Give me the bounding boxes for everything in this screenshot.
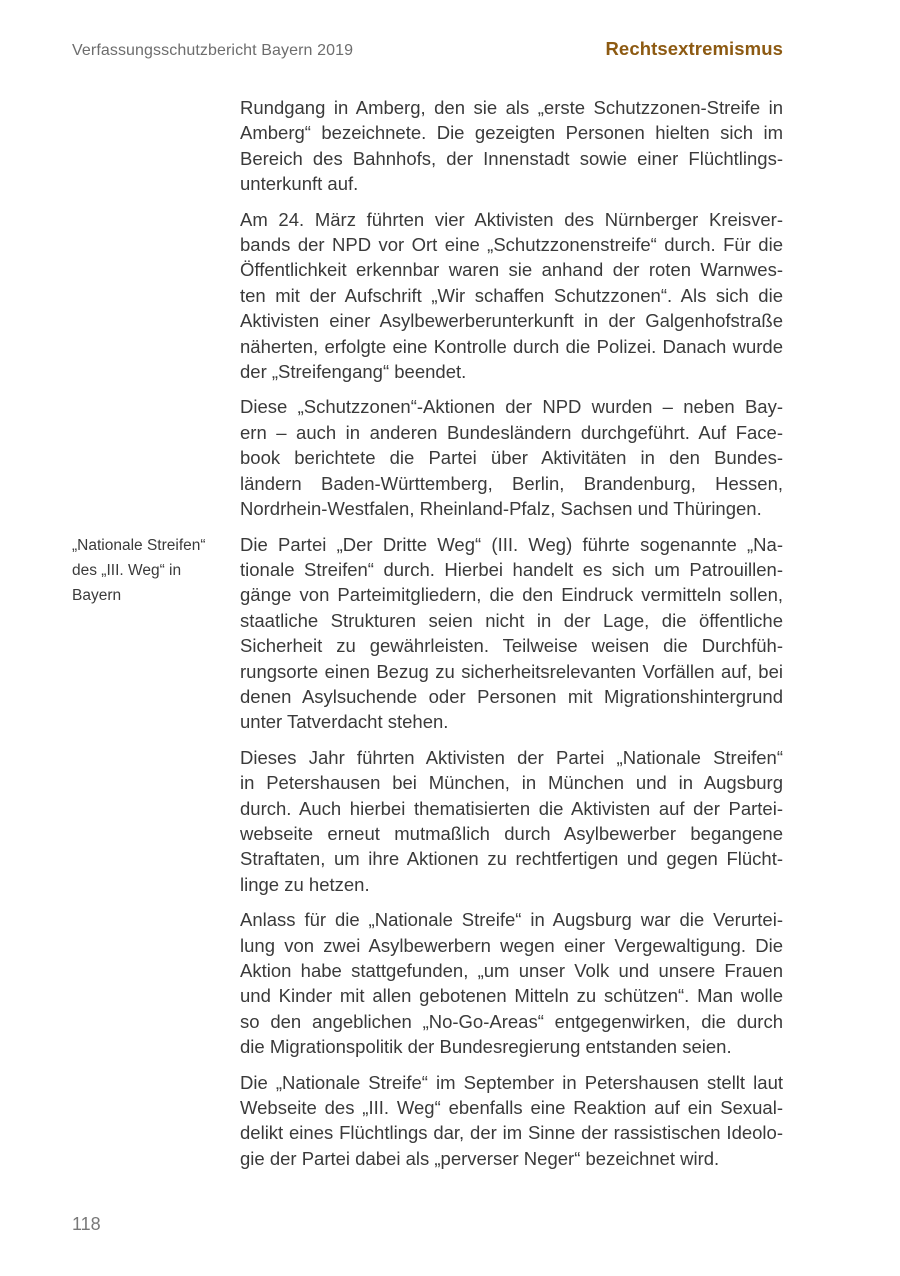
margin-note-line: „Nationale Streifen“ <box>72 536 206 554</box>
paragraph <box>240 394 783 521</box>
text-line: so den angeblichen „No-Go-Areas“ entgegenwirken, die durch <box>240 1010 783 1032</box>
text-line: Anlass für die „Nationale Streife“ in Augsburg war die Verurtei- <box>240 909 783 931</box>
text-line: tionale Streifen“ durch. Hierbei handelt es sich um Patrouillen- <box>240 558 783 580</box>
margin-note-line: Bayern <box>72 587 122 605</box>
text-line: Straftaten, um ihre Aktionen zu rechtfertigen und gegen Flücht- <box>240 848 783 870</box>
paragraph <box>240 207 783 385</box>
text-line: unterkunft auf. <box>240 173 359 195</box>
text-line: Am 24. März führten vier Aktivisten des Nürnberger Kreisver- <box>240 208 783 230</box>
text-line: durch. Auch hierbei thematisierten die Aktivisten auf der Partei- <box>240 797 783 819</box>
text-line: Amberg“ bezeichnete. Die gezeigten Personen hielten sich im <box>240 122 783 144</box>
text-line: die Migrationspolitik der Bundesregierung entstanden seien. <box>240 1036 732 1058</box>
paragraph <box>240 95 783 197</box>
text-line: book berichtete die Partei über Aktivitäten in den Bundes- <box>240 447 783 469</box>
text-line: rungsorte einen Bezug zu sicherheitsrelevanten Vorfällen auf, bei <box>240 660 783 682</box>
header-chapter-title: Rechtsextremismus <box>605 38 783 59</box>
text-line: ern – auch in anderen Bundesländern durchgeführt. Auf Face- <box>240 421 783 443</box>
paragraph <box>240 907 783 1059</box>
text-line: bands der NPD vor Ort eine „Schutzzonenstreife“ durch. Für die <box>240 234 783 256</box>
page-header <box>72 38 783 60</box>
text-line: staatliche Strukturen seien nicht in der Lage, die öffentliche <box>240 609 783 631</box>
text-line: webseite erneut mutmaßlich durch Asylbewerber begangene <box>240 822 783 844</box>
text-line: Nordrhein-Westfalen, Rheinland-Pfalz, Sachsen und Thüringen. <box>240 498 762 520</box>
text-line: Aktion habe stattgefunden, „um unser Volk und unsere Frauen <box>240 960 783 981</box>
text-line: Dieses Jahr führten Aktivisten der Partei „Nationale Streifen“ <box>240 746 783 768</box>
text-line: delikt eines Flüchtlings dar, der im Sinne der rassistischen Ideolo- <box>240 1122 783 1144</box>
text-line: näherten, erfolgte eine Kontrolle durch die Polizei. Danach wurde <box>240 335 783 357</box>
text-line: Aktivisten einer Asylbewerberunterkunft in der Galgenhofstraße <box>240 310 783 332</box>
text-line: linge zu hetzen. <box>240 873 370 895</box>
text-line: in Petershausen bei München, in München und in Augsburg <box>240 772 783 794</box>
text-line: gie der Partei dabei als „perverser Neger“ bezeichnet wird. <box>240 1147 720 1169</box>
paragraph <box>240 745 783 897</box>
text-line: unter Tatverdacht stehen. <box>240 711 449 733</box>
text-line: und Kinder mit allen gebotenen Mitteln zu schützen“. Man wolle <box>240 985 783 1007</box>
margin-note-line: des „III. Weg“ in <box>72 561 182 579</box>
text-line: Bereich des Bahnhofs, der Innenstadt sowie einer Flüchtlings- <box>240 147 783 169</box>
header-running-title: Verfassungsschutzbericht Bayern 2019 <box>72 42 354 59</box>
text-line: Diese „Schutzzonen“-Aktionen der NPD wurden – neben Bay- <box>240 396 783 418</box>
text-column <box>72 95 783 1181</box>
text-line: Webseite des „III. Weg“ ebenfalls eine Reaktion auf ein Sexual- <box>240 1097 783 1119</box>
text-line: Sicherheit zu gewährleisten. Teilweise weisen die Durchfüh- <box>240 635 783 657</box>
text-line: ten mit der Aufschrift „Wir schaffen Schutzzonen“. Als sich die <box>240 284 783 306</box>
text-line: denen Asylsuchende oder Personen mit Migrationshintergrund <box>240 685 783 707</box>
paragraph <box>72 532 783 735</box>
text-line: der „Streifengang“ beendet. <box>240 361 467 383</box>
paragraph <box>240 1070 783 1172</box>
text-line: gänge von Parteimitgliedern, die den Eindruck vermitteln sollen, <box>240 584 783 606</box>
text-line: Die Partei „Der Dritte Weg“ (III. Weg) führte sogenannte „Na- <box>240 533 783 555</box>
margin-note <box>72 533 230 609</box>
text-line: Die „Nationale Streife“ im September in Petershausen stellt laut <box>240 1071 783 1093</box>
text-line: ländern Baden-Württemberg, Berlin, Brandenburg, Hessen, <box>240 472 783 494</box>
page-number: 118 <box>72 1214 101 1234</box>
text-line: lung von zwei Asylbewerbern wegen einer Vergewaltigung. Die <box>240 934 783 956</box>
text-line: Rundgang in Amberg, den sie als „erste Schutzzonen-Streife in <box>240 97 783 118</box>
text-line: Öffentlichkeit erkennbar waren sie anhand der roten Warnwes- <box>240 259 783 281</box>
